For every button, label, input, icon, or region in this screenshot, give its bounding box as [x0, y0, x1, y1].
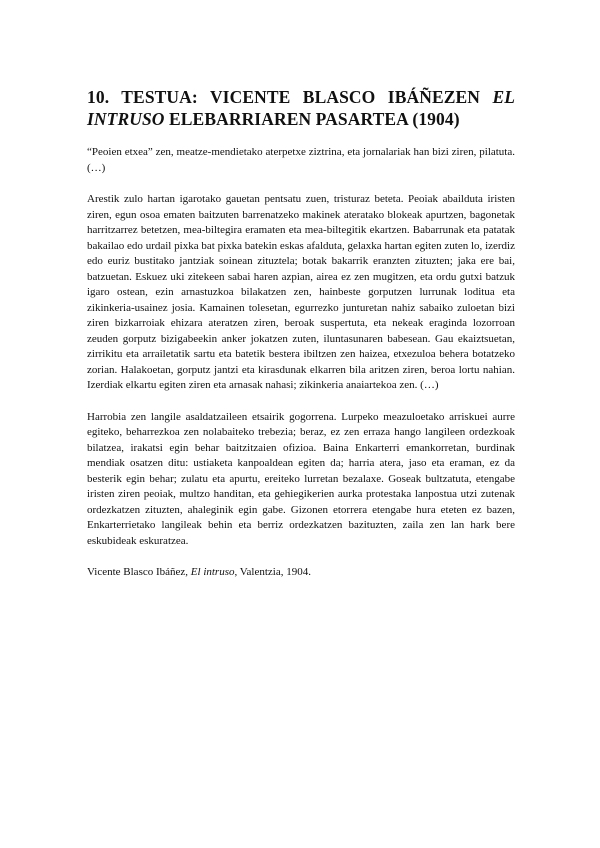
paragraph-main: Arestik zulo hartan igarotako gauetan pentsatu zuen, tristuraz beteta. Peoiak abailduta iristen ziren, egun osoa ematen baitzuten barrenatzeko makinek ateratako blokeak apurtzen, bagonetak harritzarrez betetzen, mea-biltegira eramaten eta mea-biltegitik ekartzen. Babarrunak eta patatak bakailao edo urdail pixka bat pixka batekin eskas afalduta, gelaxka hartan egiten zuten lo, izerdiz edo euriz bustitako jantziak soinean zituztela; botak bakarrik eranzten zituzten; jaka ere bai, batzuetan. Eskuez uki zitekeen sabai haren azpian, airea ez zen mugitzen, eta ordu gutxi batzuk igaro ostean, ezin arnastuzkoa bilakatzen zen, hainbeste gorputzen lurrunak loditua eta zikinkeria-usainez josia. Kamainen tolesetan, egurrezko junturetan nahiz sabaiko zuloetan bizi ziren bizkarroiak ehizara ateratzen ziren, beroak suspertuta, eta nekeak eraginda lozorroan zeuden gorputz bizigabeekin anker jokatzen zuten, iluntasunaren babesean. Gau ekaiztsuetan, zirrikitu eta arrailetatik sartu eta batetik bestera ibiltzen zen haizea, etxezuloa behera botatzeko zorian. Halakoetan, gorputz jantzi eta kirasdunak elkarren bila aritzen ziren, beroa lortu nahian. Izerdiak elkartu egiten ziren eta arnasak nahasi; zikinkeria anaiartekoa zen. (…) [87, 193, 515, 391]
citation-work: El intruso [190, 566, 235, 578]
title-suffix: ELEBARRIAREN PASARTEA (1904) [164, 109, 460, 129]
document-body [87, 86, 515, 597]
title-work-part-1: EL [492, 87, 515, 107]
citation [87, 565, 515, 581]
document-title [87, 86, 515, 130]
title-prefix: 10. TESTUA: VICENTE BLASCO IBÁÑEZEN [87, 87, 493, 107]
paragraph-intro: “Peoien etxea” zen, meatze-mendietako aterpetxe ziztrina, eta jornalariak han bizi ziren, pilatuta. (…) [87, 146, 515, 174]
citation-author: Vicente Blasco Ibáñez, [87, 566, 191, 578]
citation-rest: , Valentzia, 1904. [234, 566, 311, 578]
paragraph-quarry: Harrobia zen langile asaldatzaileen etsairik gogorrena. Lurpeko meazuloetako arriskuei aurre egiteko, beharrezkoa zen nolabaiteko trebezia; beraz, ez zen erraza hango langileen ordezkoak bilatzea, irakatsi egin behar baitzitzaien ofizioa. Baina Enkarterri emankorretan, burdinak mendiak osatzen ditu: ustiaketa kanpoaldean egiten da; harria atera, jaso eta eraman, ez da besterik egin behar; zulatu eta apurtu, ereiteko lurretan bezalaxe. Goseak bultzatuta, etengabe iristen ziren peoiak, multzo handitan, eta gehiegikerien aurka protestaka lanpostua utzi zutenak ordezkatzen zituzten, ahaleginik egin gabe. Gizonen etorrera etengabe hura eteten ez bazen, Enkarterrietako langileak behin eta berriz ordezkatzen bazituzten, zaila zen lan hark bere eskubideak eskuratzea. [87, 410, 515, 547]
title-work-part-2: INTRUSO [87, 109, 165, 129]
